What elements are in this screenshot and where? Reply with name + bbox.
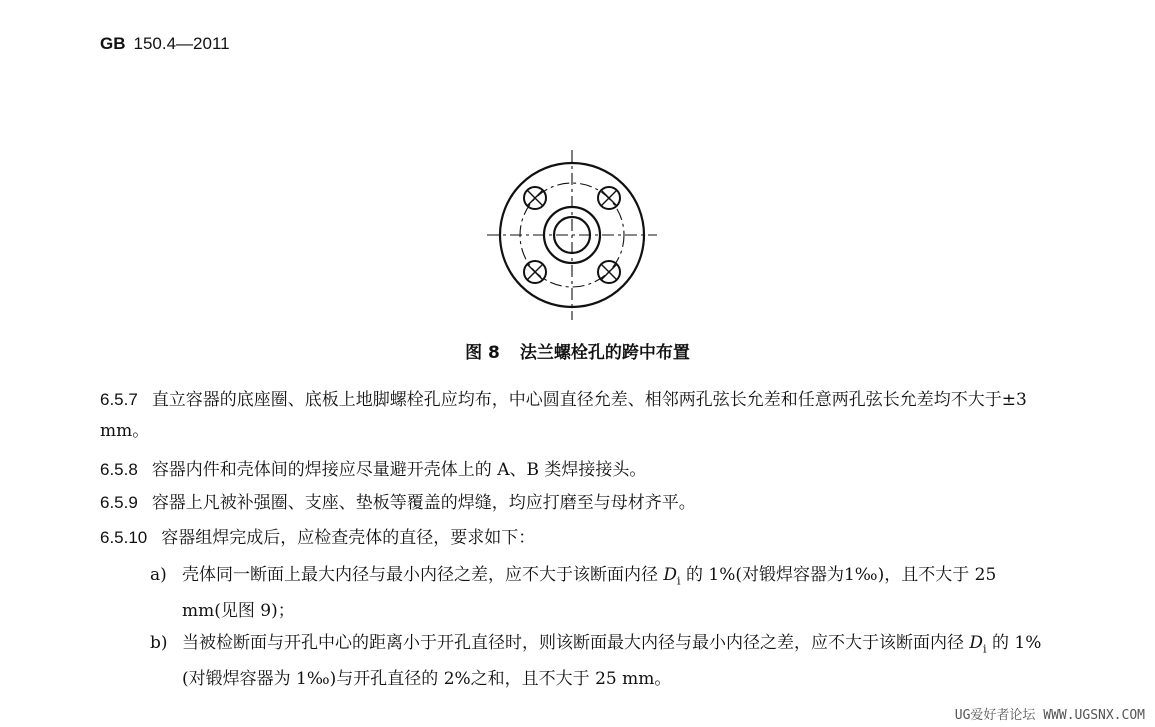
clause-text: 容器内件和壳体间的焊接应尽量避开壳体上的 A、B 类焊接接头。: [151, 460, 647, 480]
figure-title: 法兰螺栓孔的跨中布置: [519, 343, 690, 363]
clause-6-5-10: [100, 522, 1060, 554]
item-marker: b): [150, 633, 168, 653]
item-marker: a): [150, 565, 167, 585]
clause-6-5-7: [100, 384, 1060, 447]
clause-text: 直立容器的底座圈、底板上地脚螺栓孔应均布，中心圆直径允差、相邻两孔弦长允差和任意两孔弦长允差均不大于±3 mm。: [100, 390, 1027, 441]
clause-6-5-8: [100, 454, 1060, 486]
list-item-a: [150, 560, 1050, 627]
standard-code: GB: [100, 34, 126, 53]
clause-6-5-9: [100, 487, 1060, 519]
standard-number: 150.4—2011: [133, 34, 230, 53]
watermark: UG爱好者论坛 WWW.UGSNX.COM: [954, 708, 1145, 723]
clause-text: 容器上凡被补强圈、支座、垫板等覆盖的焊缝，均应打磨至与母材齐平。: [151, 493, 696, 513]
figure-caption: [0, 338, 1155, 363]
clause-number: 6.5.7: [100, 390, 138, 409]
flange-bolt-hole-figure: [487, 150, 657, 320]
item-text: 壳体同一断面上最大内径与最小内径之差，应不大于该断面内径 $D_i$ 的 1%(对锻焊容器为1‰)，且不大于 25 mm(见图 9)；: [182, 565, 997, 622]
figure-number: 图 8: [465, 343, 500, 363]
standard-header: [100, 34, 230, 54]
list-item-b: [150, 628, 1050, 695]
item-text: 当被检断面与开孔中心的距离小于开孔直径时，则该断面最大内径与最小内径之差，应不大于该断面内径 $D_i$ 的 1%(对锻焊容器为 1‰)与开孔直径的 2%之和，且不大于 25 mm。: [182, 633, 1042, 690]
clause-text: 容器组焊完成后，应检查壳体的直径，要求如下：: [161, 528, 536, 548]
clause-number: 6.5.9: [100, 493, 138, 512]
clause-number: 6.5.8: [100, 460, 138, 479]
clause-number: 6.5.10: [100, 528, 148, 547]
